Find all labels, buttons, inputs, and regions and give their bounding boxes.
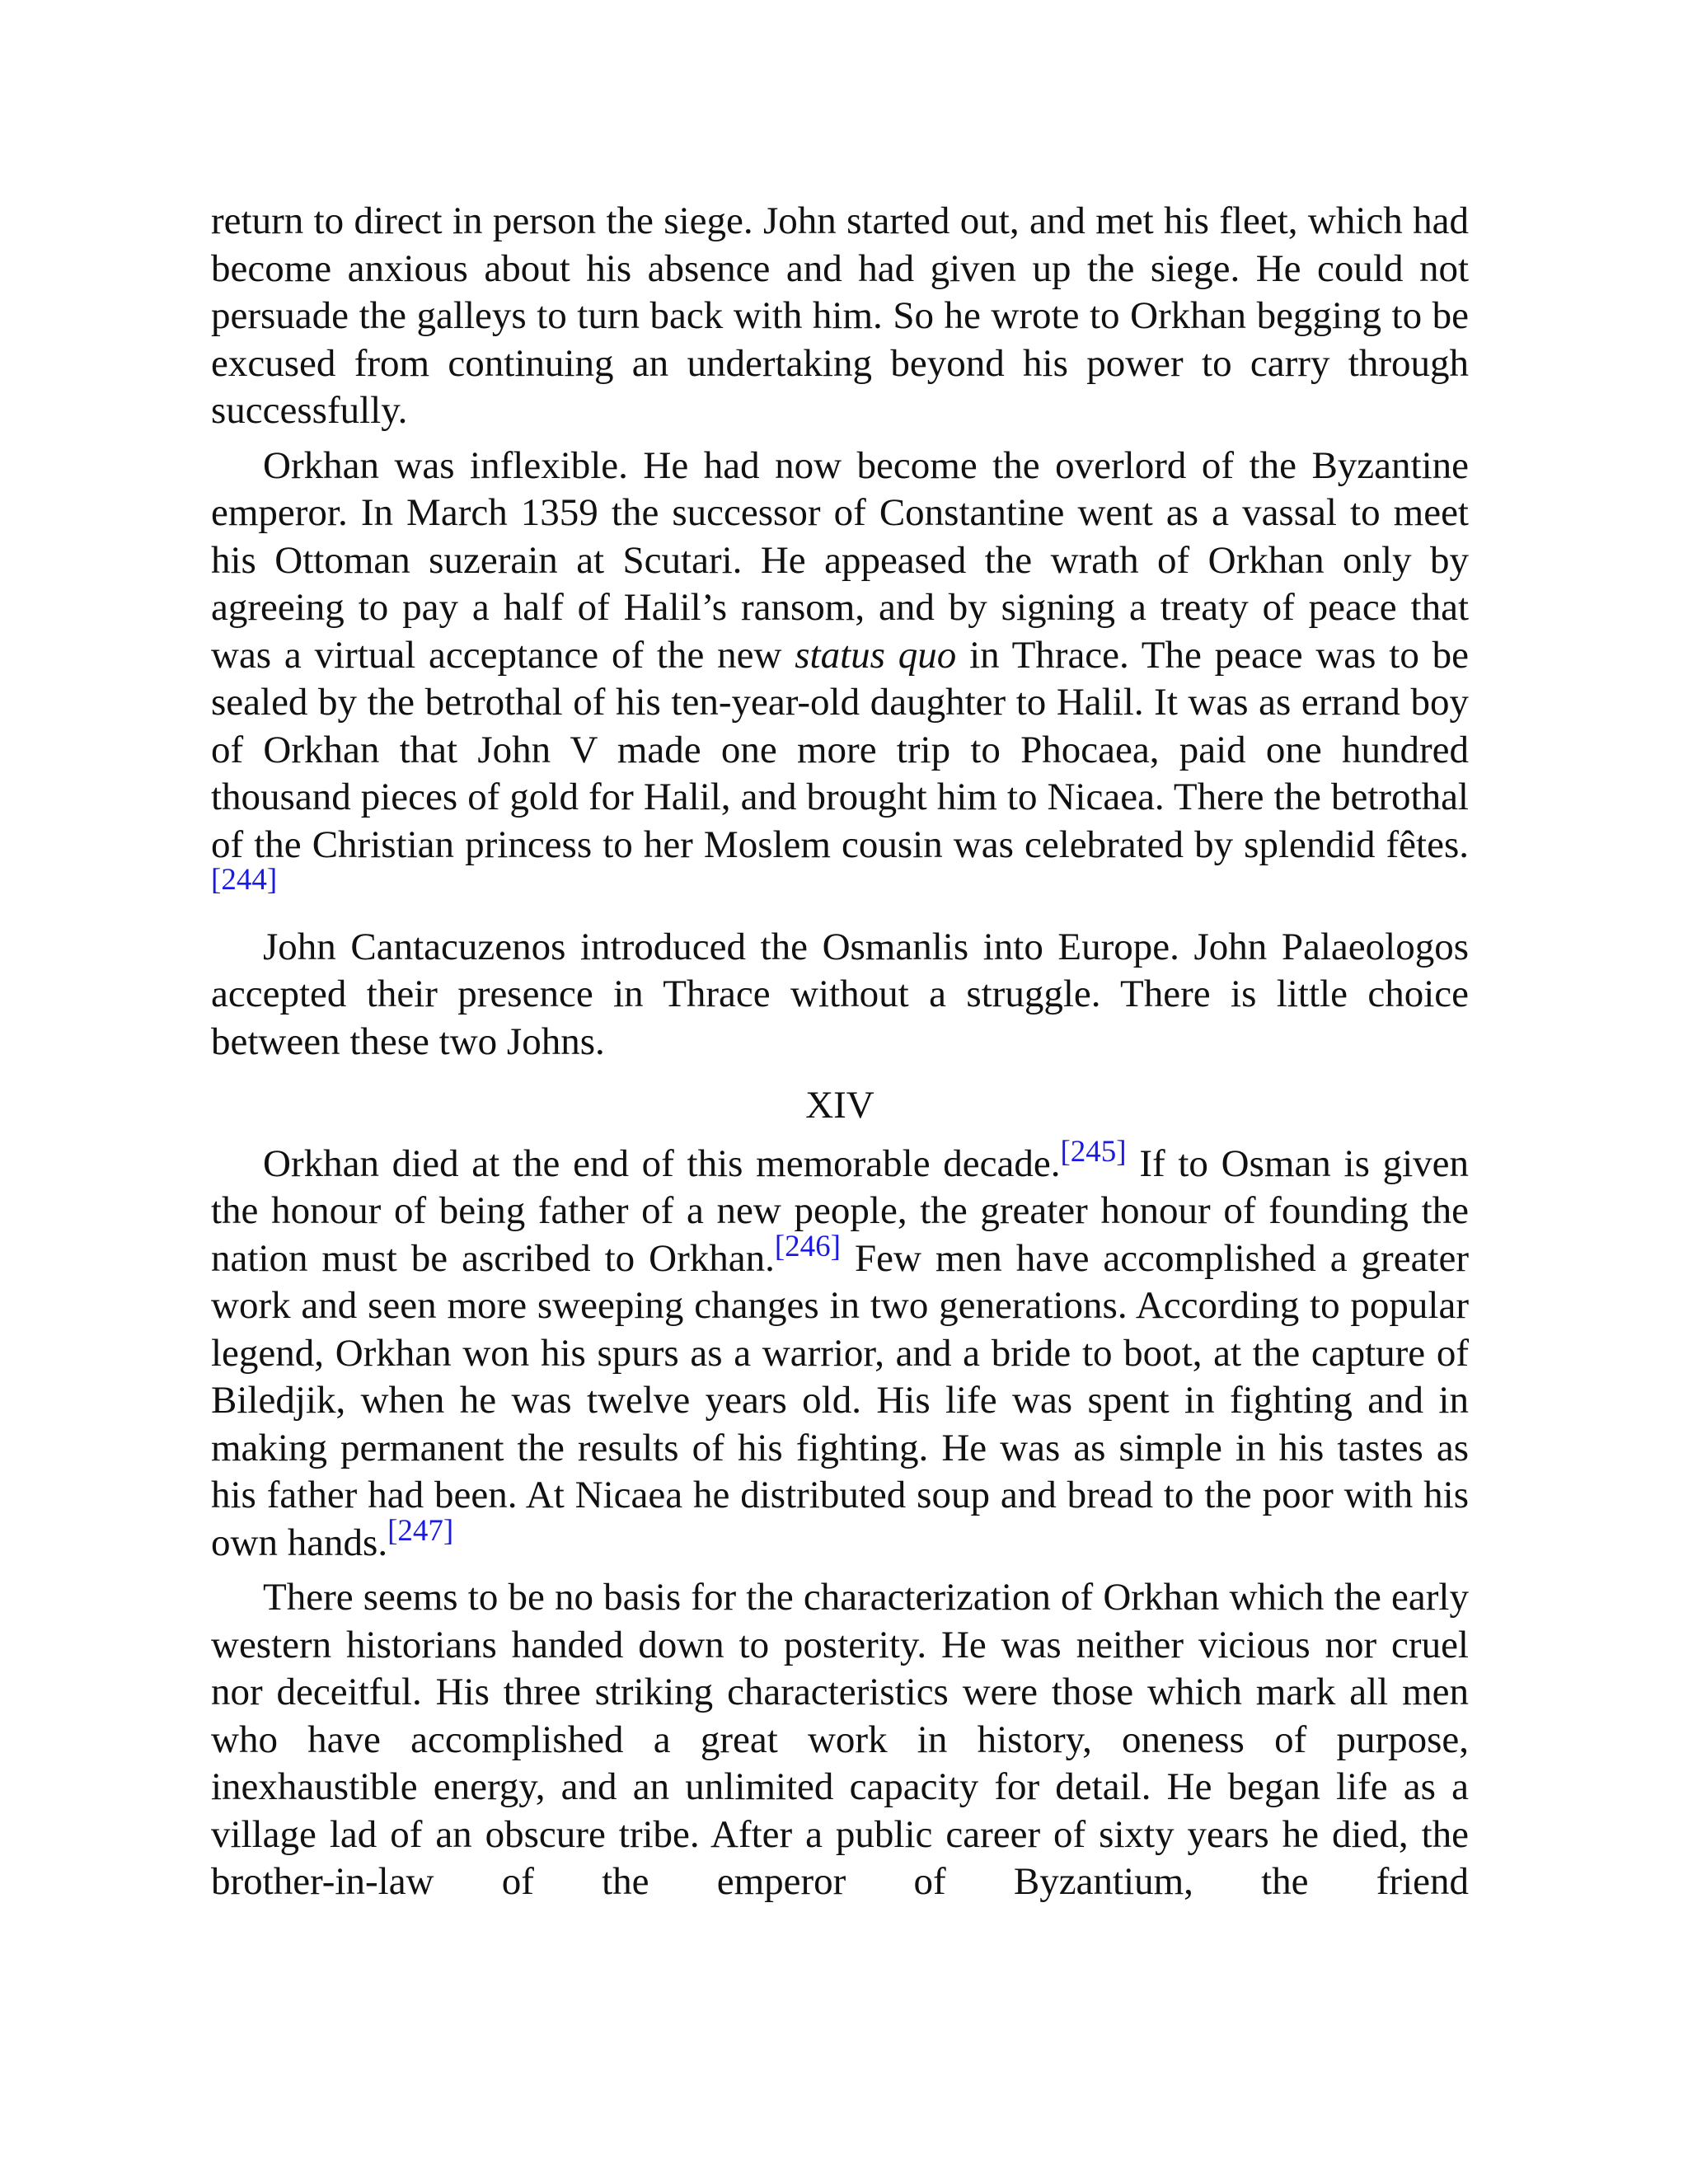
paragraph-1-text: return to direct in person the siege. John started out, and met his fleet, which had become anxious about his absence and had given up the siege. He could not persuade the galleys to turn back with him. So he wrote to Orkhan begging to be excused from continuing an undertaking beyond his power to carry through successfully. (211, 199, 1469, 432)
paragraph-3 (211, 924, 1469, 1066)
paragraph-2-text-a: Orkhan was inflexible. He had now become the overlord of the Byzantine emperor. In March 1359 the successor of Constantine went as a vassal to meet his Ottoman suzerain at Scutari. He appeased the wrath of Orkhan only by agreeing to pay a half of Halil’s ransom, and by signing a treaty of peace that was a virtual acceptance of the new (211, 443, 1469, 677)
paragraph-5-text: There seems to be no basis for the characterization of Orkhan which the early western historians handed down to posterity. He was neither vicious nor cruel nor deceitful. His three striking characteristics were those which mark all men who have accomplished a great work in history, oneness of purpose, inexhaustible energy, and an unlimited capacity for detail. He began life as a village lad of an obscure tribe. After a public career of sixty years he died, the brother-in-law of the emperor of Byzantium, the friend (211, 1576, 1469, 1903)
paragraph-3-text: John Cantacuzenos introduced the Osmanlis into Europe. John Palaeologos accepted their presence in Thrace without a struggle. There is little choice between these two Johns. (211, 925, 1469, 1063)
footnote-link-244[interactable]: [244] (211, 863, 278, 897)
paragraph-2-text-b: in Thrace. The peace was to be sealed by the betrothal of his ten-year-old daughter to Halil. It was as errand boy of Orkhan that John V made one more trip to Phocaea, paid one hundred thousand pieces of gold for Halil, and brought him to Nicaea. There the betrothal of the Christian princess to her Moslem cousin was celebrated by splendid fêtes. (211, 633, 1469, 866)
paragraph-4-text-a: Orkhan died at the end of this memorable decade. (263, 1141, 1061, 1185)
paragraph-5 (211, 1574, 1469, 1906)
section-heading: XIV (805, 1084, 874, 1127)
paragraph-2 (211, 443, 1469, 916)
paragraph-4-text-c: Few men have accomplished a greater work and seen more sweeping changes in two generations. According to popular legend, Orkhan won his spurs as a warrior, and a bride to boot, at the capture of Biledjik, when he was twelve years old. His life was spent in fighting and in making permanent the results of his fighting. He was as simple in his tastes as his father had been. At Nicaea he distributed soup and bread to the poor with his own hands. (211, 1236, 1469, 1564)
paragraph-2-italic: status quo (795, 633, 957, 677)
page-body (211, 198, 1469, 1914)
paragraph-4-text-b: If to Osman is given the honour of being father of a new people, the greater honour of founding the nation must be ascribed to Orkhan. (211, 1141, 1470, 1280)
footnote-link-245[interactable]: [245] (1060, 1134, 1127, 1169)
footnote-link-246[interactable]: [246] (774, 1229, 841, 1263)
paragraph-1 (211, 198, 1469, 435)
footnote-link-247[interactable]: [247] (387, 1513, 454, 1548)
paragraph-4 (211, 1134, 1470, 1568)
